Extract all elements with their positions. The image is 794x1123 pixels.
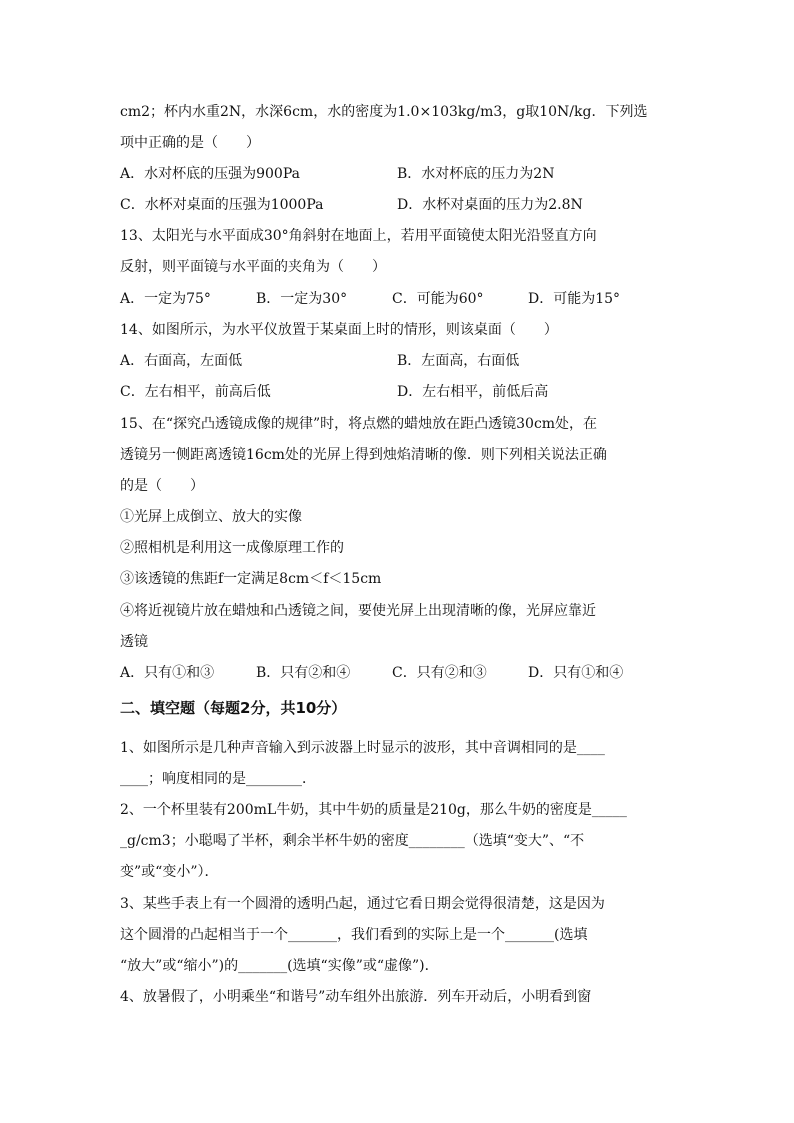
q12-option-a: A．水对杯底的压强为900Pa: [120, 166, 300, 182]
q15-stem-line-1: 15、在“探究凸透镜成像的规律”时，将点燃的蜡烛放在距凸透镜30cm处，在: [120, 416, 598, 432]
q12-option-d: D．水杯对桌面的压力为2.8N: [397, 197, 583, 213]
fill-2-line-3: 变”或“变小”）．: [120, 864, 219, 880]
q15-option-d: D．只有①和④: [528, 665, 624, 681]
fill-2-line-2: _g/cm3；小聪喝了半杯，剩余半杯牛奶的密度________（选填“变大”、“不: [120, 833, 585, 849]
fill-3-line-2: 这个圆滑的凸起相当于一个_______，我们看到的实际上是一个_______(选填: [120, 927, 588, 943]
q15-statement-4-line-1: ④将近视镜片放在蜡烛和凸透镜之间，要使光屏上出现清晰的像，光屏应靠近: [120, 603, 596, 619]
fill-1-line-1: 1、如图所示是几种声音输入到示波器上时显示的波形，其中音调相同的是____: [120, 740, 605, 756]
q14-option-b: B．左面高，右面低: [397, 353, 520, 369]
q13-option-c: C．可能为60°: [392, 291, 484, 307]
fill-2-line-1: 2、一个杯里装有200mL牛奶，其中牛奶的质量是210g，那么牛奶的密度是_____: [120, 802, 627, 818]
q12-stem-line-1: cm2；杯内水重2N，水深6cm，水的密度为1.0×103kg/m3，g取10N/kg．下列选: [120, 104, 648, 120]
q14-option-d: D．左右相平，前低后高: [397, 384, 549, 400]
q13-option-a: A．一定为75°: [120, 291, 211, 307]
q15-statement-2: ②照相机是利用这一成像原理工作的: [120, 540, 344, 556]
q12-stem-line-2: 项中正确的是（ ）: [120, 135, 260, 151]
q15-stem-line-3: 的是（ ）: [120, 478, 204, 494]
q14-stem-line-1: 14、如图所示，为水平仪放置于某桌面上时的情形，则该桌面（ ）: [120, 322, 558, 338]
q14-option-a: A．右面高，左面低: [120, 353, 243, 369]
q15-statement-1: ①光屏上成倒立、放大的实像: [120, 509, 302, 525]
q14-option-c: C．左右相平，前高后低: [120, 384, 271, 400]
q12-option-b: B．水对杯底的压力为2N: [397, 166, 555, 182]
q13-stem-line-1: 13、太阳光与水平面成30°角斜射在地面上，若用平面镜使太阳光沿竖直方向: [120, 228, 597, 244]
q13-stem-line-2: 反射，则平面镜与水平面的夹角为（ ）: [120, 259, 386, 275]
q15-statement-3: ③该透镜的焦距f一定满足8cm＜f＜15cm: [120, 571, 382, 587]
q13-option-d: D．可能为15°: [528, 291, 621, 307]
q13-option-b: B．一定为30°: [256, 291, 348, 307]
q15-option-a: A．只有①和③: [120, 665, 215, 681]
fill-3-line-3: “放大”或“缩小”)的_______(选填“实像”或“虚像”)．: [120, 958, 439, 974]
q12-option-c: C．水杯对桌面的压强为1000Pa: [120, 197, 324, 213]
fill-3-line-1: 3、某些手表上有一个圆滑的透明凸起，通过它看日期会觉得很清楚，这是因为: [120, 896, 605, 912]
section-2-heading: 二、填空题（每题2分，共10分）: [120, 699, 347, 717]
q15-stem-line-2: 透镜另一侧距离透镜16cm处的光屏上得到烛焰清晰的像．则下列相关说法正确: [120, 447, 607, 463]
q15-option-c: C．只有②和③: [392, 665, 487, 681]
q15-option-b: B．只有②和④: [256, 665, 351, 681]
fill-1-line-2: ____；响度相同的是________．: [120, 771, 316, 787]
q15-statement-4-line-2: 透镜: [120, 634, 148, 650]
fill-4-line-1: 4、放暑假了，小明乘坐“和谐号”动车组外出旅游．列车开动后，小明看到窗: [120, 989, 592, 1005]
